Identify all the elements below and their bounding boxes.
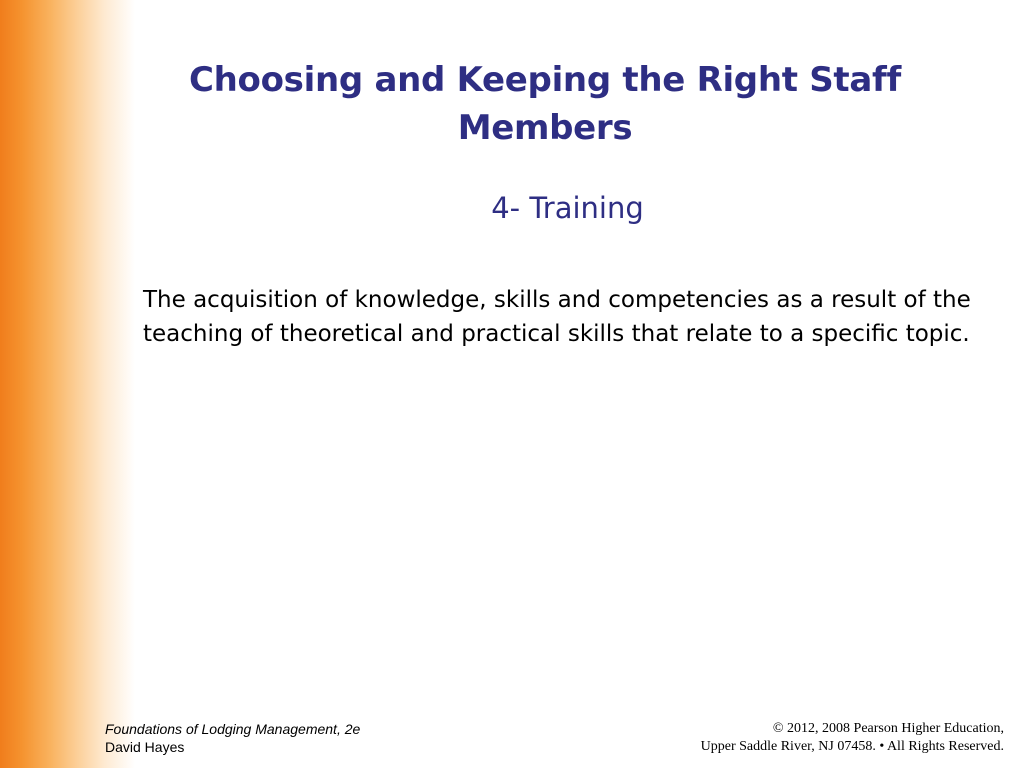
footer-book-info — [105, 720, 360, 756]
footer-copyright-line-1: © 2012, 2008 Pearson Higher Education, — [772, 721, 1004, 736]
side-accent-gradient — [0, 0, 135, 768]
slide-title: Choosing and Keeping the Right Staff Members — [189, 60, 901, 148]
slide-subtitle: 4- Training — [491, 191, 644, 225]
footer-copyright — [701, 720, 1004, 756]
footer-book-title: Foundations of Lodging Management, 2e — [105, 721, 361, 737]
slide-body-text: The acquisition of knowledge, skills and competencies as a result of the teaching of theoretical and practical skills that relate to a specific topic. — [143, 287, 971, 347]
footer-author: David Hayes — [105, 739, 185, 755]
footer-copyright-line-2: Upper Saddle River, NJ 07458. • All Rights Reserved. — [700, 739, 1004, 754]
